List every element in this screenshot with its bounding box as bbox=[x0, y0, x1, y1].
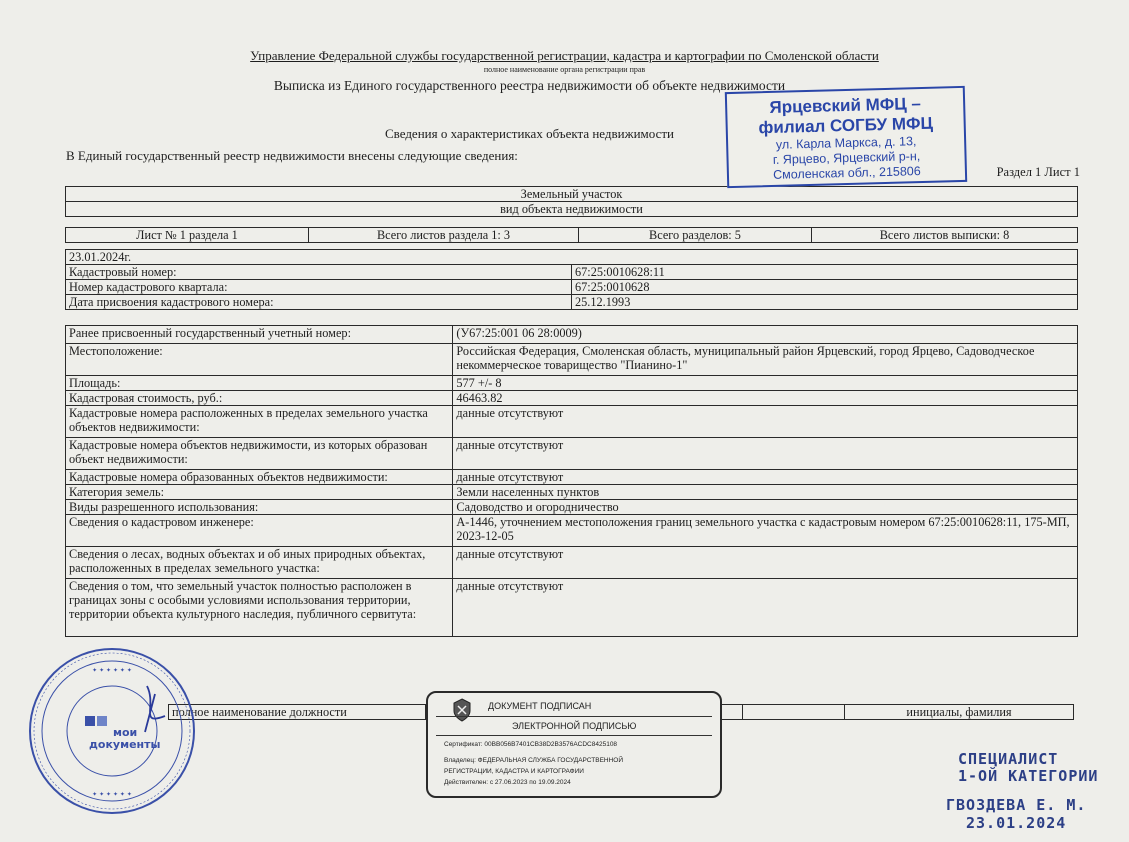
table-row bbox=[66, 280, 1078, 295]
owner-line1: Владелец: ФЕДЕРАЛЬНАЯ СЛУЖБА ГОСУДАРСТВЕННОЙ bbox=[444, 757, 624, 764]
row-label: Категория земель: bbox=[66, 485, 453, 500]
mfc-stamp-line2: филиал СОГБУ МФЦ bbox=[758, 113, 934, 138]
row-label: Кадастровая стоимость, руб.: bbox=[66, 391, 453, 406]
table-row bbox=[66, 376, 1078, 391]
table-row bbox=[66, 295, 1078, 310]
owner-line2: РЕГИСТРАЦИИ, КАДАСТРА И КАРТОГРАФИИ bbox=[444, 768, 584, 775]
intro-text: В Единый государственный реестр недвижимости внесены следующие сведения: bbox=[66, 148, 518, 163]
specialist-name-stamp: ГВОЗДЕВА Е. М. bbox=[946, 796, 1087, 814]
mfc-stamp bbox=[725, 86, 967, 188]
row-value: данные отсутствуют bbox=[453, 547, 1078, 579]
row-value: данные отсутствуют bbox=[453, 406, 1078, 438]
table-row bbox=[66, 265, 1078, 280]
organ-title: Управление Федеральной службы государственной регистрации, кадастра и картографии по Смоленской области bbox=[250, 48, 879, 63]
specialist-stamp-line1: СПЕЦИАЛИСТ bbox=[958, 750, 1059, 768]
object-type: Земельный участок bbox=[66, 187, 1078, 202]
row-value: Земли населенных пунктов bbox=[453, 485, 1078, 500]
svg-text:✦ ✦ ✦ ✦ ✦ ✦: ✦ ✦ ✦ ✦ ✦ ✦ bbox=[92, 667, 132, 674]
svg-text:✦ ✦ ✦ ✦ ✦ ✦: ✦ ✦ ✦ ✦ ✦ ✦ bbox=[92, 791, 132, 798]
table-row bbox=[66, 406, 1078, 438]
row-label: Номер кадастрового квартала: bbox=[66, 280, 572, 295]
table-row bbox=[66, 391, 1078, 406]
row-value: данные отсутствуют bbox=[453, 470, 1078, 485]
section-sheet-label: Раздел 1 Лист 1 bbox=[996, 165, 1080, 179]
row-value: (У67:25:001 06 28:0009) bbox=[453, 326, 1078, 344]
row-value: 46463.82 bbox=[453, 391, 1078, 406]
electronic-signature-box bbox=[426, 691, 722, 798]
specialist-stamp-line2: 1-ОЙ КАТЕГОРИИ bbox=[958, 767, 1099, 785]
object-type-caption: вид объекта недвижимости bbox=[66, 202, 1078, 217]
row-label: Кадастровые номера объектов недвижимости, из которых образован объект недвижимости: bbox=[66, 438, 453, 470]
table-row bbox=[66, 470, 1078, 485]
table-row bbox=[66, 485, 1078, 500]
table-row bbox=[66, 344, 1078, 376]
mfc-stamp-line3: ул. Карла Маркса, д. 13, bbox=[775, 134, 917, 152]
row-label: Сведения о лесах, водных объектах и об иных природных объектах, расположенных в пределах земельного участка: bbox=[66, 547, 453, 579]
row-value: 577 +/- 8 bbox=[453, 376, 1078, 391]
mfc-stamp-line5: Смоленская обл., 215806 bbox=[772, 164, 921, 182]
extract-title: Выписка из Единого государственного реестра недвижимости об объекте недвижимости bbox=[273, 78, 786, 93]
table-row bbox=[66, 547, 1078, 579]
row-label: Дата присвоения кадастрового номера: bbox=[66, 295, 572, 310]
row-value: А-1446, уточнением местоположения границ земельного участка с кадастровым номером 67:25:0010628:11, 175-МП, 2023-12-05 bbox=[453, 515, 1078, 547]
sheet-number: Лист № 1 раздела 1 bbox=[66, 228, 309, 243]
total-sheets-section: Всего листов раздела 1: 3 bbox=[309, 228, 579, 243]
name-label: инициалы, фамилия bbox=[845, 705, 1074, 720]
sheet-info-table bbox=[65, 227, 1078, 243]
extract-date: 23.01.2024г. bbox=[66, 250, 1078, 265]
row-label: Ранее присвоенный государственный учетный номер: bbox=[66, 326, 453, 344]
row-value: 25.12.1993 bbox=[572, 295, 1078, 310]
total-sections: Всего разделов: 5 bbox=[579, 228, 812, 243]
table-row bbox=[66, 500, 1078, 515]
seal-logo-line1: мои bbox=[113, 726, 138, 739]
details-table bbox=[65, 325, 1078, 637]
emblem-icon bbox=[450, 697, 474, 723]
main-info-table bbox=[65, 249, 1078, 310]
row-label: Кадастровые номера расположенных в пределах земельного участка объектов недвижимости: bbox=[66, 406, 453, 438]
doc-signed-label: ДОКУМЕНТ ПОДПИСАН bbox=[488, 701, 592, 711]
round-seal bbox=[27, 646, 197, 816]
row-value: 67:25:0010628 bbox=[572, 280, 1078, 295]
table-row bbox=[66, 579, 1078, 637]
validity-text: Действителен: с 27.06.2023 по 19.09.2024 bbox=[444, 779, 571, 786]
row-label: Сведения о кадастровом инженере: bbox=[66, 515, 453, 547]
table-row bbox=[66, 326, 1078, 344]
position-label: полное наименование должности bbox=[169, 705, 426, 720]
row-label: Сведения о том, что земельный участок полностью расположен в границах зоны с особыми условиями использования территории, территории объекта культурного наследия, публичного сервитута: bbox=[66, 579, 453, 637]
row-value: Российская Федерация, Смоленская область, муниципальный район Ярцевский, город Ярцево, Садоводческое некоммерческое товарищество "Пианино-1" bbox=[453, 344, 1078, 376]
total-sheets-extract: Всего листов выписки: 8 bbox=[812, 228, 1078, 243]
row-label: Кадастровый номер: bbox=[66, 265, 572, 280]
row-label: Площадь: bbox=[66, 376, 453, 391]
table-row bbox=[66, 438, 1078, 470]
row-value: 67:25:0010628:11 bbox=[572, 265, 1078, 280]
specialist-date-stamp: 23.01.2024 bbox=[966, 814, 1067, 832]
row-label: Виды разрешенного использования: bbox=[66, 500, 453, 515]
seal-logo-line2: документы bbox=[89, 738, 161, 751]
electronic-signature-label: ЭЛЕКТРОННОЙ ПОДПИСЬЮ bbox=[512, 721, 637, 731]
object-type-table bbox=[65, 186, 1078, 217]
mfc-stamp-line4: г. Ярцево, Ярцевский р-н, bbox=[772, 149, 921, 167]
row-value: данные отсутствуют bbox=[453, 438, 1078, 470]
row-label: Местоположение: bbox=[66, 344, 453, 376]
row-value: данные отсутствуют bbox=[453, 579, 1078, 637]
certificate-text: Сертификат: 00BB056B7401CB38D2B3576ACDC8425108 bbox=[444, 741, 618, 748]
organ-caption: полное наименование органа регистрации прав bbox=[483, 65, 646, 74]
mfc-stamp-line1: Ярцевский МФЦ – bbox=[769, 94, 922, 117]
row-label: Кадастровые номера образованных объектов недвижимости: bbox=[66, 470, 453, 485]
info-title: Сведения о характеристиках объекта недвижимости bbox=[384, 126, 675, 141]
table-row bbox=[66, 515, 1078, 547]
row-value: Садоводство и огородничество bbox=[453, 500, 1078, 515]
